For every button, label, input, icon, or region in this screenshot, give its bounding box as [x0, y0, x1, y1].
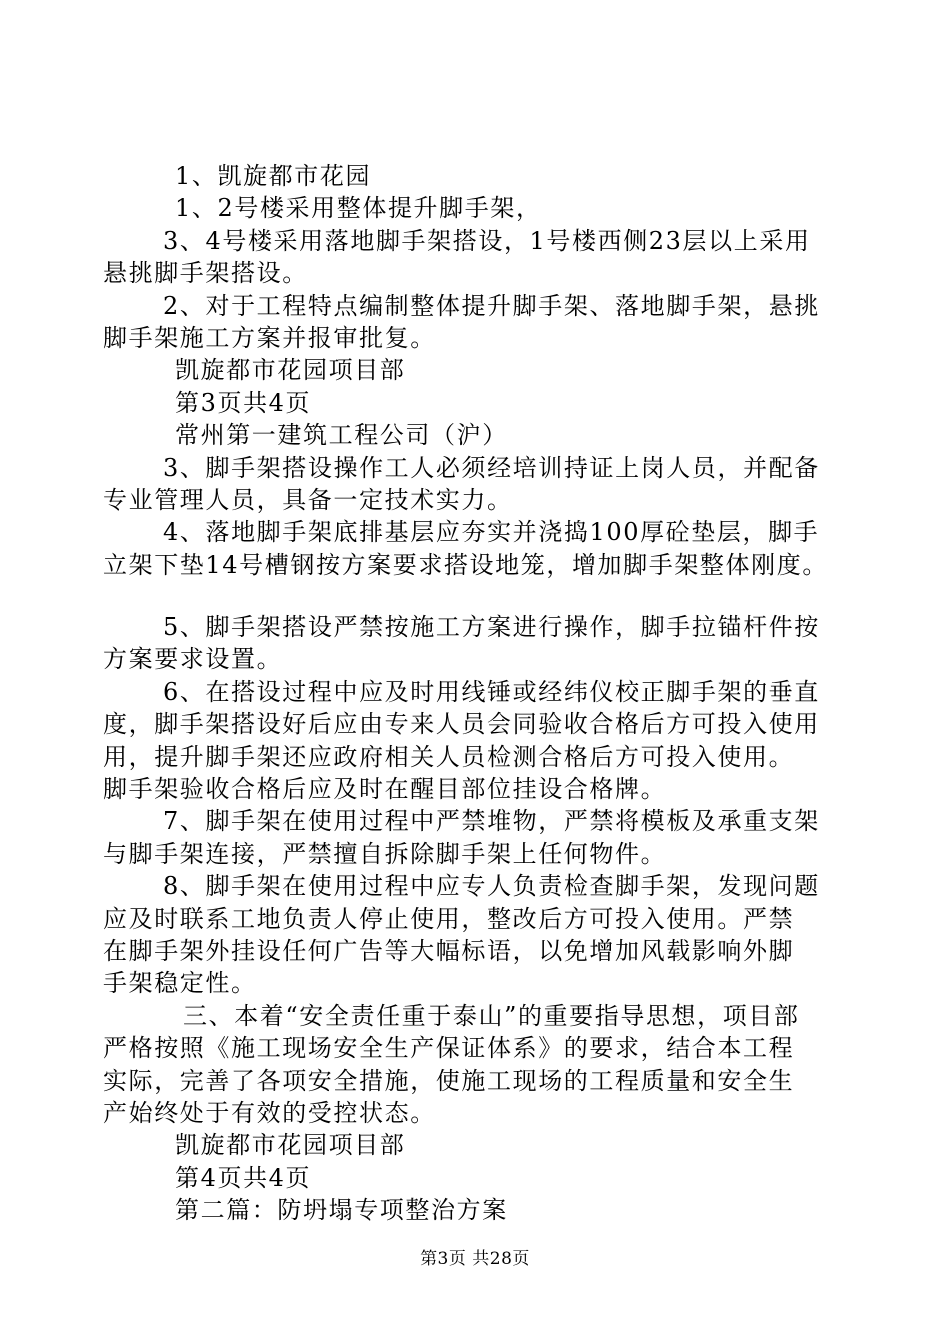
text-line: 第二篇：防坍塌专项整治方案 [175, 1196, 508, 1225]
text-line: 凯旋都市花园项目部 [175, 356, 406, 385]
text-line: 2、对于工程特点编制整体提升脚手架、落地脚手架，悬挑 [163, 291, 820, 320]
text-line: 方案要求设置。 [103, 645, 283, 674]
text-line: 产始终处于有效的受控状态。 [103, 1098, 436, 1127]
text-line: 严格按照《施工现场安全生产保证体系》的要求，结合本工程 [103, 1034, 795, 1063]
text-line: 用，提升脚手架还应政府相关人员检测合格后方可投入使用。 [103, 742, 795, 771]
text-line: 1、2号楼采用整体提升脚手架， [175, 194, 542, 223]
blank-line [103, 581, 843, 611]
text-line: 常州第一建筑工程公司（沪） [175, 421, 508, 450]
text-line: 手架稳定性。 [103, 969, 257, 998]
text-line: 1、凯旋都市花园 [175, 162, 372, 190]
text-line: 脚手架施工方案并报审批复。 [103, 323, 436, 352]
text-line: 3、脚手架搭设操作工人必须经培训持证上岗人员，并配备 [163, 453, 820, 482]
text-line: 第3页共4页 [175, 388, 312, 417]
text-line: 6、在搭设过程中应及时用线锤或经纬仪校正脚手架的垂直 [163, 677, 820, 706]
text-line: 3、4号楼采用落地脚手架搭设，1号楼西侧23层以上采用 [163, 226, 811, 255]
text-line: 与脚手架连接，严禁擅自拆除脚手架上任何物件。 [103, 839, 667, 868]
text-line: 度，脚手架搭设好后应由专来人员会同验收合格后方可投入使用 [103, 710, 820, 739]
text-line: 4、落地脚手架底排基层应夯实并浇捣100厚砼垫层，脚手 [163, 518, 820, 547]
document-body [103, 160, 843, 1227]
text-line: 5、脚手架搭设严禁按施工方案进行操作，脚手拉锚杆件按 [163, 613, 820, 642]
text-line: 三、本着“安全责任重于泰山”的重要指导思想，项目部 [183, 1001, 800, 1030]
text-line: 实际，完善了各项安全措施，使施工现场的工程质量和安全生 [103, 1066, 795, 1095]
text-line: 立架下垫14号槽钢按方案要求搭设地笼，增加脚手架整体刚度。 [103, 550, 828, 579]
text-line: 悬挑脚手架搭设。 [103, 259, 308, 288]
text-line: 应及时联系工地负责人停止使用，整改后方可投入使用。严禁 [103, 904, 795, 933]
text-line: 脚手架验收合格后应及时在醒目部位挂设合格牌。 [103, 775, 667, 804]
text-line: 8、脚手架在使用过程中应专人负责检查脚手架，发现问题 [163, 872, 820, 901]
text-line: 第4页共4页 [175, 1163, 312, 1192]
text-line: 7、脚手架在使用过程中严禁堆物，严禁将模板及承重支架 [163, 807, 820, 836]
text-line: 在脚手架外挂设任何广告等大幅标语，以免增加风载影响外脚 [103, 936, 795, 965]
text-line: 凯旋都市花园项目部 [175, 1131, 406, 1160]
text-line: 专业管理人员，具备一定技术实力。 [103, 485, 513, 514]
page-footer: 第3页 共28页 [420, 1249, 530, 1269]
